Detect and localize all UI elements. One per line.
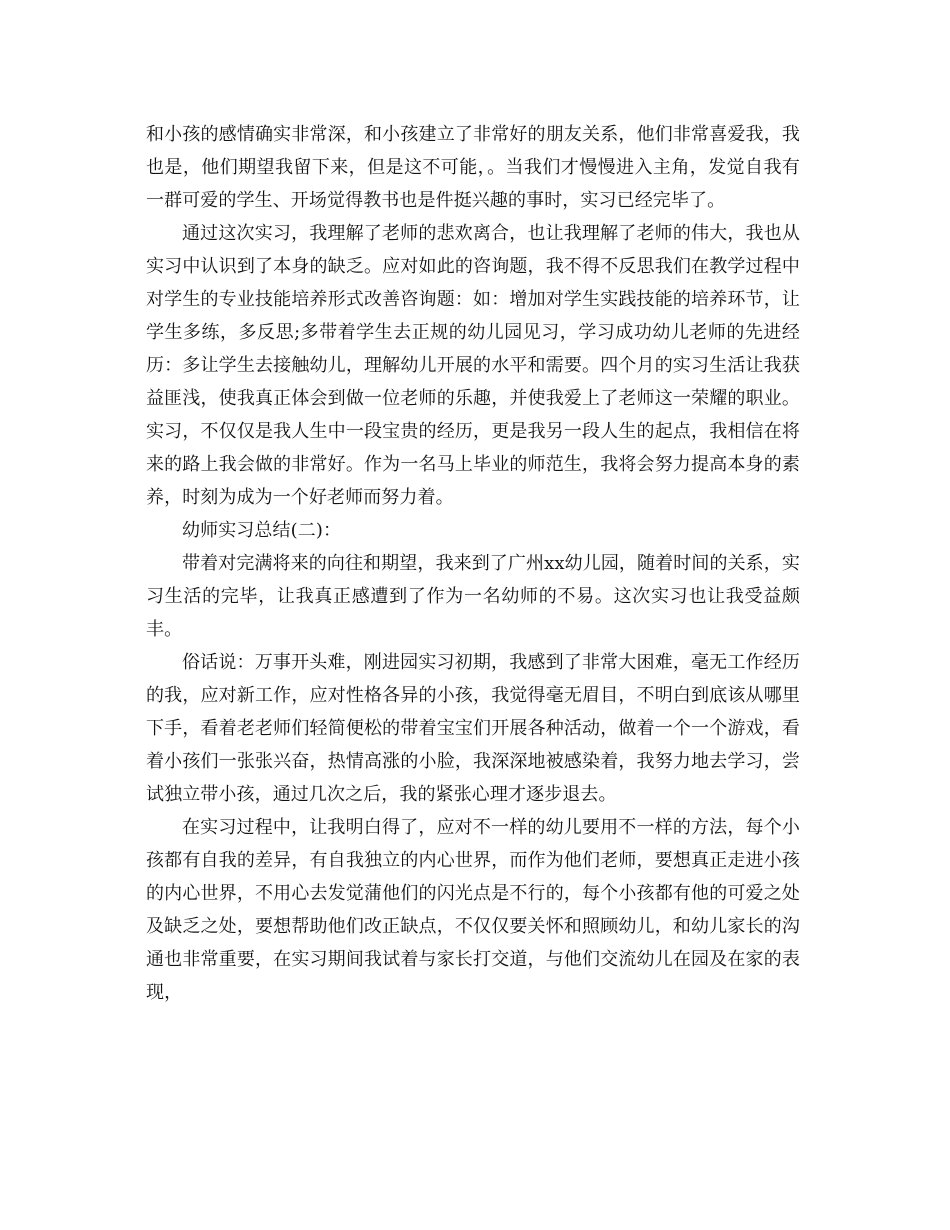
paragraph-beginning: 俗话说：万事开头难，刚进园实习初期，我感到了非常大困难，毫无工作经历的我，应对新工作，应对性格各异的小孩，我觉得毫无眉目，不明白到底该从哪里下手，看着老老师们轻简便松的带着宝宝们开展各种活动，做着一个一个游戏，看着小孩们一张张兴奋，热情高涨的小脸，我深深地被感染着，我努力地去学习，尝试独立带小孩，通过几次之后，我的紧张心理才逐步退去。 [146, 652, 800, 805]
document-body [146, 118, 800, 1009]
section-heading: 幼师实习总结(二)： [182, 520, 342, 541]
paragraph-process: 在实习过程中，让我明白得了，应对不一样的幼儿要用不一样的方法，每个小孩都有自我的差异，有自我独立的内心世界，而作为他们老师，要想真正走进小孩的内心世界，不用心去发觉蒲他们的闪光点是不行的，每个小孩都有他的可爱之处及缺乏之处，要想帮助他们改正缺点，不仅仅要关怀和照顾幼儿，和幼儿家长的沟通也非常重要，在实习期间我试着与家长打交道，与他们交流幼儿在园及在家的表现， [146, 817, 800, 1003]
paragraph-intro: 带着对完满将来的向往和期望，我来到了广州xx幼儿园，随着时间的关系，实习生活的完毕，让我真正感遭到了作为一名幼师的不易。这次实习也让我受益颇丰。 [146, 553, 800, 640]
paragraph-reflection: 通过这次实习，我理解了老师的悲欢离合，也让我理解了老师的伟大，我也从实习中认识到了本身的缺乏。应对如此的咨询题，我不得不反思我们在教学过程中对学生的专业技能培养形式改善咨询题：如：增加对学生实践技能的培养环节，让学生多练，多反思;多带着学生去正规的幼儿园见习，学习成功幼儿老师的先进经历：多让学生去接触幼儿，理解幼儿开展的水平和需要。四个月的实习生活让我获益匪浅，使我真正体会到做一位老师的乐趣，并使我爱上了老师这一荣耀的职业。实习，不仅仅是我人生中一段宝贵的经历，更是我另一段人生的起点，我相信在将来的路上我会做的非常好。作为一名马上毕业的师范生，我将会努力提高本身的素养，时刻为成为一个好老师而努力着。 [146, 223, 800, 508]
paragraph-continuation: 和小孩的感情确实非常深，和小孩建立了非常好的朋友关系，他们非常喜爱我，我也是，他们期望我留下来，但是这不可能，。当我们才慢慢进入主角，发觉自我有一群可爱的学生、开场觉得教书也是件挺兴趣的事时，实习已经完毕了。 [146, 124, 800, 211]
